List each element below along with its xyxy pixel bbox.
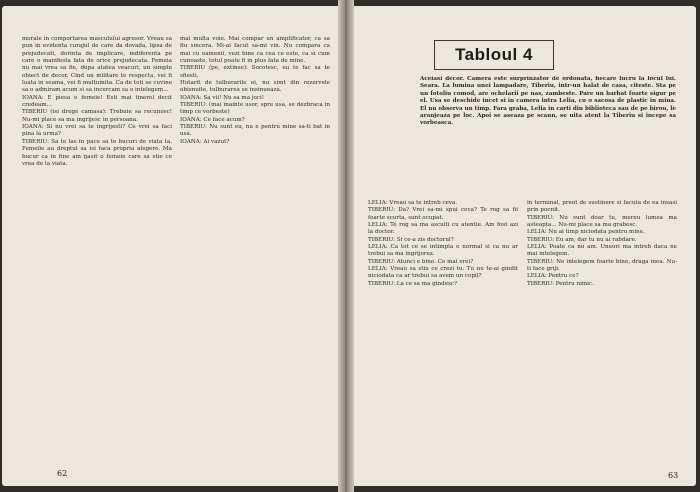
paragraph: LELIA: Pentru ce? — [527, 273, 579, 280]
paragraph: IOANA: Ce face acum? — [180, 116, 245, 123]
paragraph: TIBERIU: La ce sa ma gindesc? — [368, 280, 458, 287]
chapter-title: Tabloul 4 — [434, 40, 554, 70]
paragraph: LELIA: Poate ca nu am. Uneori ma intreb daca ne mai intelegem. — [527, 244, 677, 258]
paragraph: LELIA: Te rog sa ma asculti cu atentie. Am fost azi la doctor. — [368, 222, 518, 236]
stage-directions: Aceiasi decor. Camera este surprinzator de ordonata, fiecare lucru la locul lui. Seara. La lumina unei lampadare, Tiberiu, intr-un halat de casa, citeste. Sta pe un fotoliu comod, are ochelarii pe nas, zambeste. Pare un barbat foarte sigur pe el. Usa se deschide incet si in camera intra Lelia, cu o sacosa de plastic in mina. El nu observa un timp. Fara graba, Lelia in carti din biblioteca sau de pe birou, le aranjeaza pe loc. Apoi se aseaza pe scaun, se uita atent la Tiberiu si incepe sa vorbeasca. — [420, 76, 676, 127]
left-page-column-1 — [22, 36, 172, 471]
paragraph: LELIA: Nu ai timp niciodata pentru mine. — [527, 229, 645, 236]
paragraph: in terminal, preot de sustinere si facuta de ea insasi prin pocnit. — [527, 200, 677, 214]
paragraph: morale in comportarea masculului agresor. Vreau sa pun in evidenta curajul de care da dovada, lipsa de prejudecati, dorinta de implicare, indiferenta pe care o manifesta fata de orice prejudecata. Femeia nu mai vrea sa fie, dupa atatea veacuri, un simplu obiect de decor. Cind un militare te respecta, vei fi luata in seama, vei fi multumita. Ca de toti se cuvine sa o admiram acum si sa incercam sa o intelegem... — [22, 36, 172, 94]
paragraph: TIBERIU (isi drege camasa): Trebuie sa recunosc! Nu-mi place sa ma ingrijesc in persoana. — [22, 109, 172, 123]
paragraph: TIBERIU: Eu am, dar tu nu ai rabdare. — [527, 236, 637, 243]
paragraph: TIBERIU: Si ce-a zis doctorul? — [368, 236, 454, 243]
right-page-column-1 — [368, 200, 518, 475]
page-number-right: 63 — [668, 471, 679, 480]
page-number-left: 62 — [57, 469, 68, 478]
left-page-column-2 — [180, 36, 330, 471]
paragraph: mai multa voie. Mai compar un amplificator, ca sa fiu sincera. Mi-ai facut sa-mi vin. Nu compara ca mai cu oamenii, vezi bine ca cea ce este, ca si cum cunoaste, totul poate fi in plus fata de mine. — [180, 36, 330, 65]
paragraph: LELIA: Vreau sa stiu ce crezi tu. Tu nu te-ai gindit niciodata ca ar trebui sa avem un copil? — [368, 266, 518, 280]
paragraph: TIBERIU: Sa te las in pace sa te bucuri de viata ta. Femeile au dreptul sa isi faca propria alegere. Ma bucur ca in fine am gasit o femeie care sa stie ce vrea de la viata. — [22, 138, 172, 167]
paragraph: TIBERIU: (mai inainte usor, spre usa, se dezbraca in timp ce vorbeste) — [180, 102, 330, 116]
paragraph: TIBERIU: Da? Vrei sa-mi spui ceva? Te rog sa fii foarte scurta, sunt ocupat. — [368, 207, 518, 221]
paragraph: TIBERIU: Atunci e bine. Ce mai vrei? — [368, 258, 474, 265]
paragraph: Hotarit de tulburarile ei, nu simt din rezervele obisnuite, tulburarea se insinueaza. — [180, 80, 330, 94]
paragraph: TIBERIU: Nu sunt eu, nu e pentru mine sa-ti bat in usa. — [180, 124, 330, 138]
paragraph: TIBERIU: Pentru nimic. — [527, 280, 594, 287]
paragraph: IOANA: E piesa o femeie! Esti mai tinerel decit credeam... — [22, 94, 172, 109]
paragraph: TIBERIU (pe, extinse): Socotesc, eu te fac sa te sfiesti. — [180, 65, 330, 79]
paragraph: IOANA: Ai vazut? — [180, 138, 230, 145]
paragraph: IOANA: Si nu vrei sa te ingrijesti? Ce vrei sa faci pina la urma? — [22, 124, 172, 138]
paragraph: IOANA: Sa vii! Nu sa ma joci! — [180, 94, 265, 101]
paragraph: LELIA: Vreau sa te intreb ceva. — [368, 200, 458, 206]
paragraph: LELIA: Ca tot ce se intimpla e normal si ca nu ar trebui sa ma ingrijorez. — [368, 244, 518, 258]
paragraph: TIBERIU: Nu sunt doar tu, mereu lumea ma asteapta... Nu-mi place sa ma grabesc. — [527, 214, 677, 229]
paragraph: TIBERIU: Ne intelegem foarte bine, draga mea. Nu-ti face griji. — [527, 258, 677, 273]
right-page — [350, 6, 696, 486]
right-page-column-2 — [527, 200, 677, 475]
book-gutter — [338, 0, 354, 492]
left-page — [2, 6, 342, 486]
